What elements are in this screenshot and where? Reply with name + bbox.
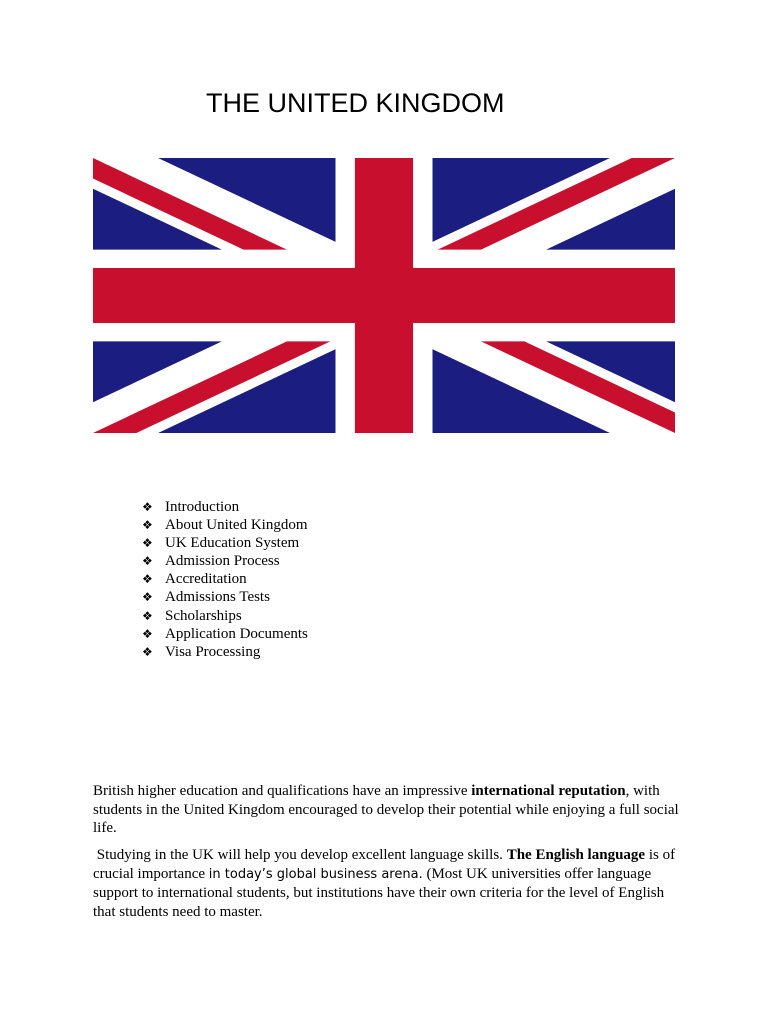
diamond-bullet-icon: ❖ bbox=[142, 626, 153, 641]
diamond-bullet-icon: ❖ bbox=[142, 590, 153, 605]
toc-item-label: Introduction bbox=[165, 499, 240, 515]
paragraph-text: British higher education and qualifications have an impressive bbox=[93, 783, 472, 799]
toc-item bbox=[142, 643, 308, 661]
intro-paragraph bbox=[93, 782, 683, 838]
toc-item bbox=[142, 534, 308, 552]
diamond-bullet-icon: ❖ bbox=[142, 608, 153, 623]
diamond-bullet-icon: ❖ bbox=[142, 554, 153, 569]
toc-item-label: UK Education System bbox=[165, 535, 300, 552]
toc-item bbox=[142, 516, 308, 534]
paragraph-text: is of crucial importance bbox=[93, 847, 676, 882]
paragraph-alt-font-text: in today’s global business arena. bbox=[208, 866, 423, 882]
toc-item-label: Scholarships bbox=[165, 607, 242, 624]
toc-item bbox=[142, 552, 308, 570]
toc-item bbox=[142, 607, 308, 625]
table-of-contents bbox=[142, 498, 308, 661]
paragraph-text: (Most UK universities offer language support to international students, but institutions have their own criteria for the level of English that students need to master. bbox=[93, 865, 665, 920]
diamond-bullet-icon: ❖ bbox=[142, 518, 153, 533]
paragraph-bold-text: international reputation bbox=[471, 783, 626, 799]
page-title: THE UNITED KINGDOM bbox=[206, 88, 505, 118]
toc-item-label: Admission Process bbox=[165, 553, 280, 570]
union-jack-flag bbox=[93, 158, 675, 433]
toc-item-label: Visa Processing bbox=[165, 643, 261, 660]
paragraph-text: , with students in the United Kingdom encouraged to develop their potential while enjoying a full social life. bbox=[93, 783, 679, 836]
diamond-bullet-icon: ❖ bbox=[142, 536, 153, 551]
toc-item bbox=[142, 625, 308, 643]
toc-item-label: Accreditation bbox=[165, 571, 247, 588]
paragraph-bold-text: The English language bbox=[506, 847, 646, 863]
language-paragraph bbox=[93, 846, 683, 921]
toc-item-label: Admissions Tests bbox=[165, 589, 270, 606]
toc-item bbox=[142, 570, 308, 588]
diamond-bullet-icon: ❖ bbox=[142, 572, 153, 587]
diamond-bullet-icon: ❖ bbox=[142, 644, 153, 659]
toc-item-label: About United Kingdom bbox=[165, 517, 308, 534]
paragraph-text: Studying in the UK will help you develop excellent language skills. bbox=[96, 847, 507, 863]
toc-item bbox=[142, 588, 308, 606]
toc-item bbox=[142, 498, 308, 516]
diamond-bullet-icon: ❖ bbox=[142, 500, 153, 514]
toc-item-label: Application Documents bbox=[165, 625, 308, 642]
